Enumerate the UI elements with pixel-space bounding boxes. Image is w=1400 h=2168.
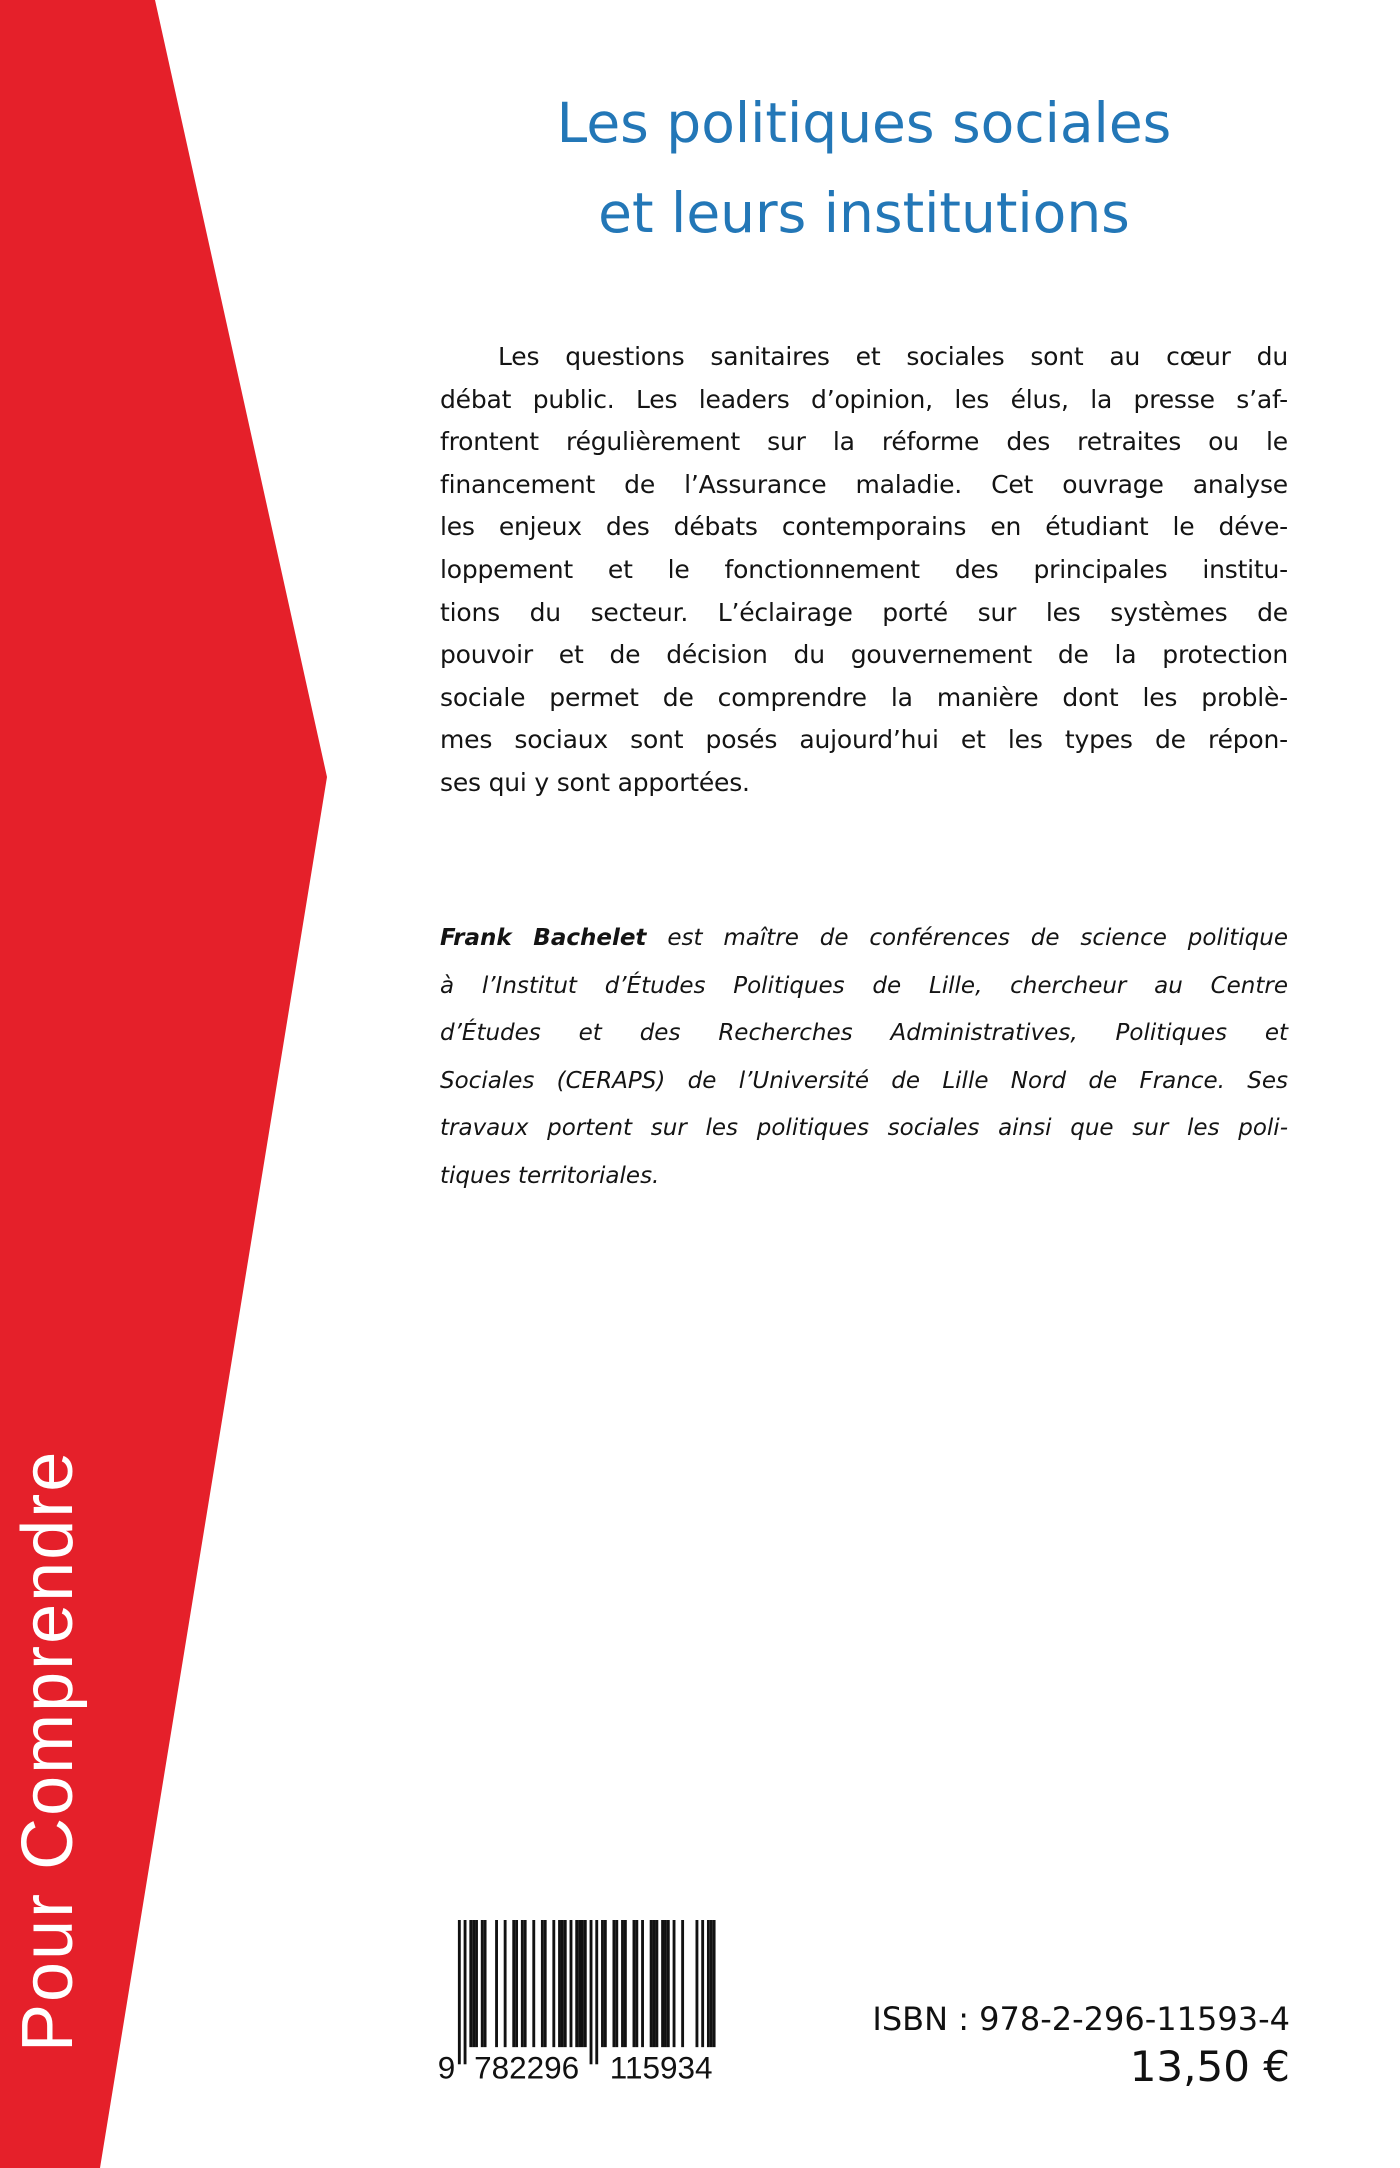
barcode-bar: [601, 1920, 604, 2047]
barcode-bar: [578, 1920, 581, 2047]
barcode-bar: [696, 1920, 699, 2047]
barcode-bar: [635, 1920, 638, 2047]
barcode-bar: [615, 1920, 618, 2047]
barcode-bar: [464, 1920, 467, 2064]
barcode-digits-left: 782296: [474, 2050, 580, 2080]
barcode-bar: [707, 1920, 710, 2047]
barcode-bar: [633, 1920, 636, 2047]
blurb-line-last: ses qui y sont apportées.: [440, 767, 750, 797]
price-text: 13,50 €: [1129, 2042, 1290, 2091]
barcode-bar: [564, 1920, 567, 2047]
barcode-bar: [481, 1920, 484, 2047]
collection-spine-label: Pour Comprendre: [8, 1449, 88, 2052]
barcode-bar: [653, 1920, 656, 2047]
author-name: Frank Bachelet: [440, 925, 647, 951]
barcode-bar: [624, 1920, 627, 2047]
barcode-bar: [558, 1920, 561, 2047]
barcode-bar: [650, 1920, 653, 2047]
blurb-line: les enjeux des débats contemporains en étudiant le déve-: [440, 512, 1288, 542]
barcode-bar: [472, 1920, 475, 2047]
barcode-bar: [469, 1920, 472, 2047]
barcode-bar: [575, 1920, 578, 2047]
barcode-bar: [570, 1920, 573, 2047]
barcode-bar: [667, 1920, 670, 2047]
blurb-line: Les questions sanitaires et sociales sont au cœur du: [498, 342, 1288, 371]
blurb-paragraph: [440, 336, 1288, 805]
barcode-svg: [435, 1920, 727, 2080]
blurb-line: pouvoir et de décision du gouvernement de la protection: [440, 640, 1288, 670]
barcode-block: [435, 1920, 727, 2080]
barcode-bar: [604, 1920, 607, 2047]
barcode-bar: [710, 1920, 713, 2047]
barcode-bar: [664, 1920, 667, 2047]
barcode-bar: [681, 1920, 684, 2047]
bio-line-last: tiques territoriales.: [440, 1162, 660, 1189]
barcode-bar: [532, 1920, 535, 2047]
bio-line-rest: est maître de conférences de science politique: [646, 925, 1288, 951]
barcode-bar: [641, 1920, 644, 2047]
barcode-bar: [595, 1920, 598, 2064]
barcode-bar: [552, 1920, 555, 2047]
author-bio: [440, 915, 1288, 1201]
book-title-line2: et leurs institutions: [598, 181, 1130, 245]
barcode-bar: [561, 1920, 564, 2047]
blurb-line: mes sociaux sont posés aujourd’hui et les types de répon-: [440, 725, 1288, 755]
barcode-bar: [515, 1920, 518, 2047]
barcode-bar: [621, 1920, 624, 2047]
barcode-bar: [524, 1920, 527, 2047]
barcode-bar: [504, 1920, 507, 2047]
barcode-bar: [541, 1920, 544, 2047]
barcode-bar: [484, 1920, 487, 2047]
barcode-bar: [713, 1920, 716, 2047]
blurb-line: loppement et le fonctionnement des principales institu-: [440, 554, 1288, 584]
book-title-line1: Les politiques sociales: [556, 91, 1172, 155]
barcode-bar: [590, 1920, 593, 2064]
blurb-line: tions du secteur. L’éclairage porté sur les systèmes de: [440, 597, 1288, 627]
barcode-digits-right: 115934: [609, 2050, 713, 2080]
bio-line: d’Études et des Recherches Administratives, Politiques et: [440, 1020, 1288, 1047]
bio-line: Sociales (CERAPS) de l’Université de Lille Nord de France. Ses: [440, 1067, 1288, 1094]
bio-line: travaux portent sur les politiques sociales ainsi que sur les poli-: [440, 1115, 1288, 1142]
barcode-bar: [584, 1920, 587, 2047]
barcode-bar: [512, 1920, 515, 2047]
bio-line: à l’Institut d’Études Politiques de Lille, chercheur au Centre: [440, 972, 1288, 999]
barcode-bar: [544, 1920, 547, 2047]
blurb-line: débat public. Les leaders d’opinion, les élus, la presse s’af-: [440, 384, 1288, 414]
barcode-bar: [661, 1920, 664, 2047]
barcode-bar: [521, 1920, 524, 2047]
barcode-bar: [475, 1920, 478, 2047]
blurb-line: sociale permet de comprendre la manière dont les problè-: [440, 682, 1288, 712]
barcode-bar: [655, 1920, 658, 2047]
isbn-text: ISBN : 978-2-296-11593-4: [872, 2000, 1290, 2038]
barcode-bar: [673, 1920, 676, 2047]
barcode-bar: [612, 1920, 615, 2047]
book-title: [440, 78, 1288, 258]
barcode-bar: [495, 1920, 498, 2047]
barcode-digit-first: 9: [437, 2050, 456, 2080]
barcode-bar: [458, 1920, 461, 2064]
bio-line: [440, 915, 1288, 963]
barcode-bar: [581, 1920, 584, 2047]
blurb-line: financement de l’Assurance maladie. Cet ouvrage analyse: [440, 469, 1288, 499]
blurb-line: frontent régulièrement sur la réforme des retraites ou le: [440, 427, 1288, 457]
barcode-bar: [701, 1920, 704, 2047]
